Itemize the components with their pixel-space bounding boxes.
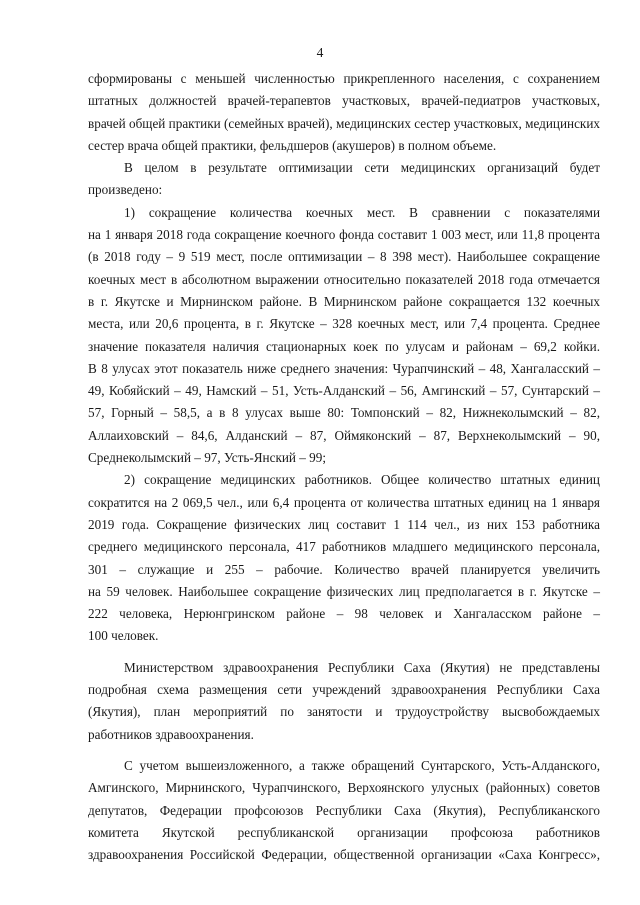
paragraph-gap [88, 648, 600, 657]
text-line: комитета Якутской республиканской организации профсоюза работников [88, 824, 600, 840]
text-line: места, или 20,6 процента, в г. Якутске – 328 коечных мест, или 7,4 процента. Среднее [88, 316, 600, 332]
text-line: 1) сокращение количества коечных мест. В сравнении с показателями [124, 204, 600, 220]
text-line: Министерством здравоохранения Республики Саха (Якутия) не представлены [124, 659, 600, 675]
text-line: работников здравоохранения. [88, 726, 254, 742]
text-line: произведено: [88, 182, 163, 198]
text-line: (в 2018 году – 9 519 мест, после оптимизации – 8 398 мест). Наибольшее сокращение [88, 249, 600, 265]
body-text [88, 68, 600, 866]
text-line: в г. Якутске и Мирнинском районе. В Мирнинском районе сокращается 132 коечных [88, 293, 600, 309]
text-line: 57, Горный – 58,5, а в 8 улусах выше 80: Томпонский – 82, Нижнеколымский – 82, [88, 405, 600, 421]
text-line: среднего медицинского персонала, 417 работников младшего медицинского персонала, [88, 539, 600, 555]
text-line: Аллаиховский – 84,6, Алданский – 87, Оймяконский – 87, Верхнеколымский – 90, [88, 427, 600, 443]
text-line: Амгинского, Мирнинского, Чурапчинского, Верхоянского улусных (районных) советов [88, 780, 600, 796]
page-number: 4 [316, 45, 324, 60]
paragraph [88, 68, 600, 157]
text-line: 222 человека, Нерюнгринском районе – 98 человек и Хангаласском районе – [88, 606, 600, 622]
paragraph [88, 657, 600, 746]
text-line: 2019 года. Сокращение физических лиц составит 1 114 чел., из них 153 работника [88, 516, 600, 532]
text-line: коечных мест в абсолютном выражении относительно показателей 2018 года отмечается [88, 271, 600, 287]
text-line: 100 человек. [88, 628, 159, 644]
text-line: здравоохранения Российской Федерации, общественной организации «Саха Конгресс», [88, 847, 600, 863]
paragraph [88, 202, 600, 470]
text-line: на 59 человек. Наибольшее сокращение физических лиц предполагается в г. Якутске – [88, 583, 600, 599]
text-line: депутатов, Федерации профсоюзов Республики Саха (Якутия), Республиканского [88, 802, 600, 818]
text-line: 49, Кобяйский – 49, Намский – 51, Усть-Алданский – 56, Амгинский – 57, Сунтарский – [88, 383, 600, 399]
text-line: 2) сокращение медицинских работников. Общее количество штатных единиц [124, 472, 600, 488]
text-line: сестер врача общей практики, фельдшеров (акушеров) в полном объеме. [88, 137, 497, 153]
text-line: Среднеколымский – 97, Усть-Янский – 99; [88, 450, 327, 466]
text-line: штатных должностей врачей-терапевтов участковых, врачей-педиатров участковых, [88, 93, 600, 109]
paragraph [88, 469, 600, 647]
text-line: В целом в результате оптимизации сети медицинских организаций будет [124, 160, 600, 176]
text-line: врачей общей практики (семейных врачей), медицинских сестер участковых, медицинских [88, 115, 600, 131]
paragraph [88, 157, 600, 202]
text-line: на 1 января 2018 года сокращение коечного фонда составит 1 003 мест, или 11,8 процента [88, 227, 600, 243]
text-line: В 8 улусах этот показатель ниже среднего значения: Чурапчинский – 48, Хангаласский – [88, 360, 600, 376]
paragraph-gap [88, 746, 600, 755]
paragraph [88, 755, 600, 866]
text-line: 301 – служащие и 255 – рабочие. Количество врачей планируется увеличить [88, 561, 600, 577]
text-line: сократится на 2 069,5 чел., или 6,4 процента от количества штатных единиц на 1 января [88, 494, 600, 510]
text-line: подробная схема размещения сети учреждений здравоохранения Республики Саха [88, 682, 600, 698]
text-line: сформированы с меньшей численностью прикрепленного населения, с сохранением [88, 71, 600, 86]
text-line: значение показателя наличия стационарных коек по улусам и районам – 69,2 койки. [88, 338, 600, 354]
text-line: (Якутия), план мероприятий по занятости и трудоустройству высвобождаемых [88, 704, 600, 720]
text-line: С учетом вышеизложенного, а также обращений Сунтарского, Усть-Алданского, [124, 757, 600, 773]
